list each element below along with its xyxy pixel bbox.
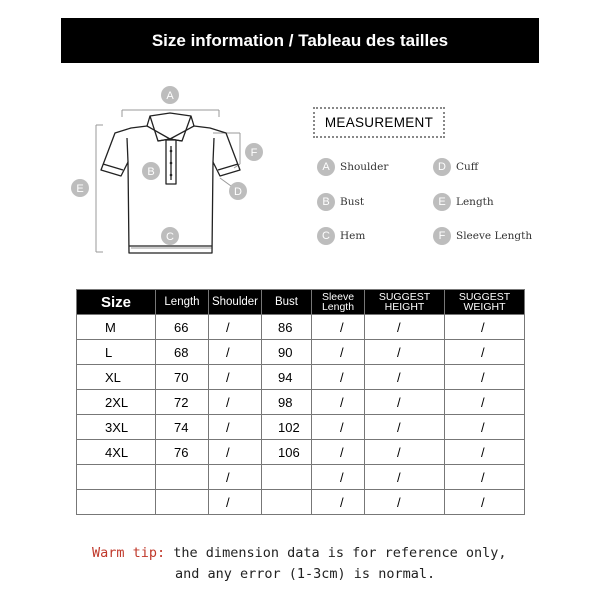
polo-shirt-diagram xyxy=(0,75,600,275)
warm-tip-line2: and any error (1-3cm) is normal. xyxy=(175,566,436,582)
marker-c xyxy=(161,227,179,245)
cell-suggest-height: / xyxy=(365,390,445,415)
cell-size: 4XL xyxy=(77,440,156,465)
legend-label: Bust xyxy=(340,196,365,208)
cell-shoulder: / xyxy=(209,490,262,515)
cell-sleeve-length: / xyxy=(312,490,365,515)
cell-shoulder: / xyxy=(209,340,262,365)
header-sleeve-length xyxy=(312,290,365,315)
cell-shoulder: / xyxy=(209,390,262,415)
legend-label: Sleeve Length xyxy=(456,230,533,242)
cell-size: 2XL xyxy=(77,390,156,415)
measurement-heading-text: MEASUREMENT xyxy=(324,115,434,130)
cell-suggest-height: / xyxy=(365,465,445,490)
cell-suggest-weight: / xyxy=(445,465,525,490)
legend-cuff xyxy=(433,158,478,176)
cell-size xyxy=(77,465,156,490)
cell-suggest-height: / xyxy=(365,490,445,515)
table-body xyxy=(77,315,525,515)
legend-marker: F xyxy=(433,227,451,245)
title-banner xyxy=(61,18,539,63)
sleeve-length-bracket xyxy=(213,133,240,168)
cell-shoulder: / xyxy=(209,415,262,440)
svg-text:B: B xyxy=(147,166,155,178)
cell-sleeve-length: / xyxy=(312,415,365,440)
cell-length: 70 xyxy=(156,365,209,390)
legend-marker: C xyxy=(317,227,335,245)
cell-bust: 102 xyxy=(262,415,312,440)
table-row xyxy=(77,365,525,390)
legend-bust xyxy=(317,193,364,211)
header-weight-line1: SUGGEST xyxy=(458,291,511,303)
cell-suggest-weight: / xyxy=(445,440,525,465)
cell-size: M xyxy=(77,315,156,340)
table-row xyxy=(77,315,525,340)
cell-suggest-height: / xyxy=(365,340,445,365)
legend-label: Hem xyxy=(340,230,366,242)
cell-sleeve-length: / xyxy=(312,465,365,490)
table-row xyxy=(77,440,525,465)
cell-length: 76 xyxy=(156,440,209,465)
cell-sleeve-length: / xyxy=(312,315,365,340)
legend-sleeve-length xyxy=(433,227,532,245)
legend-marker: A xyxy=(317,158,335,176)
svg-text:C: C xyxy=(166,231,174,243)
legend-shoulder xyxy=(317,158,388,176)
marker-e xyxy=(71,179,89,197)
table-row xyxy=(77,490,525,515)
legend-length xyxy=(433,193,494,211)
cell-bust: 94 xyxy=(262,365,312,390)
table-row xyxy=(77,390,525,415)
svg-text:E: E xyxy=(76,183,84,195)
cell-suggest-weight: / xyxy=(445,365,525,390)
header-bust: Bust xyxy=(262,290,312,315)
cell-size: 3XL xyxy=(77,415,156,440)
cell-suggest-weight: / xyxy=(445,490,525,515)
cell-suggest-height: / xyxy=(365,315,445,340)
table-row xyxy=(77,415,525,440)
banner-title: Size information / Tableau des tailles xyxy=(151,30,449,50)
cell-bust xyxy=(262,490,312,515)
legend-label: Shoulder xyxy=(340,161,389,173)
header-shoulder: Shoulder xyxy=(209,290,262,315)
legend-marker: D xyxy=(433,158,451,176)
cell-sleeve-length: / xyxy=(312,340,365,365)
svg-text:A: A xyxy=(166,90,174,102)
cell-sleeve-length: / xyxy=(312,390,365,415)
table-row xyxy=(77,465,525,490)
header-size: Size xyxy=(77,290,156,315)
svg-text:F: F xyxy=(250,147,258,159)
cell-sleeve-length: / xyxy=(312,365,365,390)
cell-shoulder: / xyxy=(209,465,262,490)
cell-shoulder: / xyxy=(209,365,262,390)
header-length: Length xyxy=(156,290,209,315)
marker-b xyxy=(142,162,160,180)
header-suggest-height xyxy=(365,290,445,315)
cell-suggest-weight: / xyxy=(445,340,525,365)
cell-suggest-weight: / xyxy=(445,415,525,440)
cell-length xyxy=(156,490,209,515)
warm-tip-line1: the dimension data is for reference only, xyxy=(173,545,507,561)
header-weight-line2: WEIGHT xyxy=(463,301,506,313)
cell-size: XL xyxy=(77,365,156,390)
legend-label: Cuff xyxy=(456,161,479,173)
cell-bust: 90 xyxy=(262,340,312,365)
cell-bust: 98 xyxy=(262,390,312,415)
marker-d xyxy=(229,182,247,200)
table-header-row xyxy=(77,290,525,315)
legend-label: Length xyxy=(456,196,494,208)
header-sleeve-line2: Length xyxy=(321,301,355,313)
svg-text:D: D xyxy=(234,186,242,198)
legend-hem xyxy=(317,227,365,245)
legend-marker: E xyxy=(433,193,451,211)
measurement-heading xyxy=(313,107,445,138)
header-suggest-weight xyxy=(445,290,525,315)
cell-length: 72 xyxy=(156,390,209,415)
cell-length xyxy=(156,465,209,490)
size-table xyxy=(76,289,525,515)
cell-length: 74 xyxy=(156,415,209,440)
cell-size xyxy=(77,490,156,515)
cell-suggest-weight: / xyxy=(445,390,525,415)
header-sleeve-line1: Sleeve xyxy=(321,291,355,303)
cell-bust: 106 xyxy=(262,440,312,465)
marker-a xyxy=(161,86,179,104)
table-row xyxy=(77,340,525,365)
header-height-line2: HEIGHT xyxy=(384,301,425,313)
cell-suggest-height: / xyxy=(365,365,445,390)
cell-suggest-height: / xyxy=(365,415,445,440)
legend-marker: B xyxy=(317,193,335,211)
cell-sleeve-length: / xyxy=(312,440,365,465)
header-height-line1: SUGGEST xyxy=(378,291,431,303)
warm-tip xyxy=(92,543,532,585)
cell-length: 66 xyxy=(156,315,209,340)
cell-suggest-height: / xyxy=(365,440,445,465)
cell-size: L xyxy=(77,340,156,365)
length-bracket xyxy=(96,125,103,252)
cell-shoulder: / xyxy=(209,315,262,340)
warm-tip-label: Warm tip: xyxy=(92,545,166,561)
cell-shoulder: / xyxy=(209,440,262,465)
cell-length: 68 xyxy=(156,340,209,365)
cell-bust: 86 xyxy=(262,315,312,340)
cell-suggest-weight: / xyxy=(445,315,525,340)
cell-bust xyxy=(262,465,312,490)
marker-f xyxy=(245,143,263,161)
